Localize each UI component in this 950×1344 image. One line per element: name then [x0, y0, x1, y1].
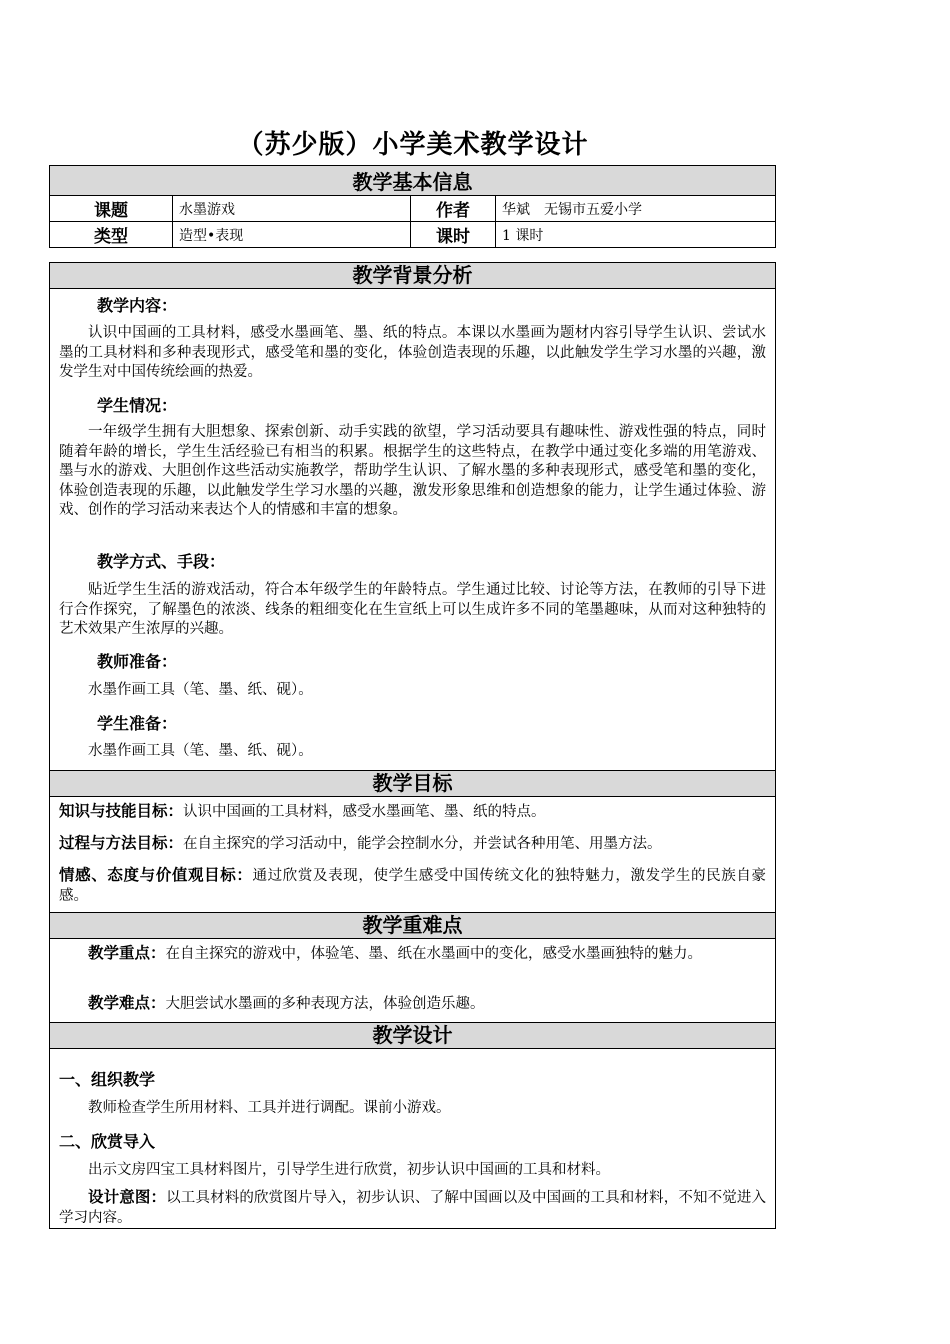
goals-section — [49, 770, 776, 913]
method-text: 贴近学生生活的游戏活动，符合本年级学生的年龄特点。学生通过比较、讨论等方法，在教师的引导下进行合作探究，了解墨色的浓淡、线条的粗细变化在生宣纸上可以生成许多不同的笔墨趣味，从而对这种独特的艺术效果产生浓厚的兴趣。 — [59, 582, 766, 637]
goals-header: 教学目标 — [50, 771, 775, 797]
type-value: 造型•表现 — [173, 222, 411, 248]
students-title: 学生情况： — [97, 396, 178, 415]
student-prep-text: 水墨作画工具（笔、墨、纸、砚）。 — [88, 743, 313, 759]
page-title: （苏少版）小学美术教学设计 — [237, 130, 589, 160]
goal-knowledge — [59, 801, 766, 823]
design-step1-title: 一、组织教学 — [59, 1070, 156, 1089]
design-step2-text: 出示文房四宝工具材料图片，引导学生进行欣赏，初步认识中国画的工具和材料。 — [88, 1162, 610, 1178]
key-point-text: 在自主探究的游戏中，体验笔、墨、纸在水墨画中的变化，感受水墨画独特的魅力。 — [165, 946, 703, 962]
key-point — [59, 943, 766, 965]
author-label: 作者 — [411, 196, 496, 222]
hours-label: 课时 — [411, 222, 496, 248]
design-intent-label: 设计意图： — [88, 1187, 167, 1206]
basic-info-table — [49, 165, 776, 248]
design-intent-text: 以工具材料的欣赏图片导入，初步认识、了解中国画以及中国画的工具和材料，不知不觉进入学习内容。 — [59, 1190, 766, 1226]
method-title: 教学方式、手段： — [97, 552, 226, 571]
teacher-prep-text: 水墨作画工具（笔、墨、纸、砚）。 — [88, 682, 313, 698]
design-section — [49, 1022, 776, 1229]
goal-emotion-text: 通过欣赏及表现，使学生感受中国传统文化的独特魅力，激发学生的民族自豪感。 — [59, 868, 766, 904]
goal-emotion-label: 情感、态度与价值观目标： — [59, 865, 253, 884]
goal-process-label: 过程与方法目标： — [59, 833, 184, 852]
difficult-point — [59, 993, 766, 1015]
design-step1-text: 教师检查学生所用材料、工具并进行调配。课前小游戏。 — [88, 1100, 451, 1116]
author-value: 华斌 无锡市五爱小学 — [496, 196, 776, 222]
key-header: 教学重难点 — [50, 913, 775, 939]
background-section — [49, 262, 776, 771]
design-header: 教学设计 — [50, 1023, 775, 1049]
design-step2-title: 二、欣赏导入 — [59, 1132, 156, 1151]
content-title: 教学内容： — [97, 296, 178, 315]
content-text: 认识中国画的工具材料，感受水墨画笔、墨、纸的特点。本课以水墨画为题材内容引导学生认识、尝试水墨的工具材料和多种表现形式，感受笔和墨的变化，体验创造表现的乐趣，以此触发学生学习水墨的兴趣，激发学生对中国传统绘画的热爱。 — [59, 325, 766, 380]
student-prep-title: 学生准备： — [97, 714, 178, 733]
students-text: 一年级学生拥有大胆想象、探索创新、动手实践的欲望，学习活动要具有趣味性、游戏性强的特点，同时随着年龄的增长，学生生活经验已有相当的积累。根据学生的这些特点，在教学中通过变化多端的用笔游戏、墨与水的游戏、大胆创作这些活动实施教学，帮助学生认识、了解水墨的多种表现形式，感受笔和墨的变化，体验创造表现的乐趣，以此触发学生学习水墨的兴趣，激发形象思维和创造想象的能力，让学生通过体验、游戏、创作的学习活动来表达个人的情感和丰富的想象。 — [59, 424, 766, 518]
basic-info-header: 教学基本信息 — [50, 166, 776, 196]
hours-value: 1 课时 — [496, 222, 776, 248]
topic-value: 水墨游戏 — [173, 196, 411, 222]
topic-label: 课题 — [50, 196, 173, 222]
goal-knowledge-label: 知识与技能目标： — [59, 801, 184, 820]
goal-knowledge-text: 认识中国画的工具材料，感受水墨画笔、墨、纸的特点。 — [183, 804, 546, 820]
type-label: 类型 — [50, 222, 173, 248]
difficult-point-label: 教学难点： — [88, 993, 166, 1012]
key-point-label: 教学重点： — [88, 943, 166, 962]
difficult-point-text: 大胆尝试水墨画的多种表现方法，体验创造乐趣。 — [165, 996, 485, 1012]
goal-emotion — [59, 865, 766, 906]
goal-process-text: 在自主探究的学习活动中，能学会控制水分，并尝试各种用笔、用墨方法。 — [183, 836, 662, 852]
goal-process — [59, 833, 766, 855]
teacher-prep-title: 教师准备： — [97, 652, 178, 671]
key-section — [49, 912, 776, 1023]
design-intent — [59, 1187, 766, 1228]
background-header: 教学背景分析 — [50, 263, 775, 289]
